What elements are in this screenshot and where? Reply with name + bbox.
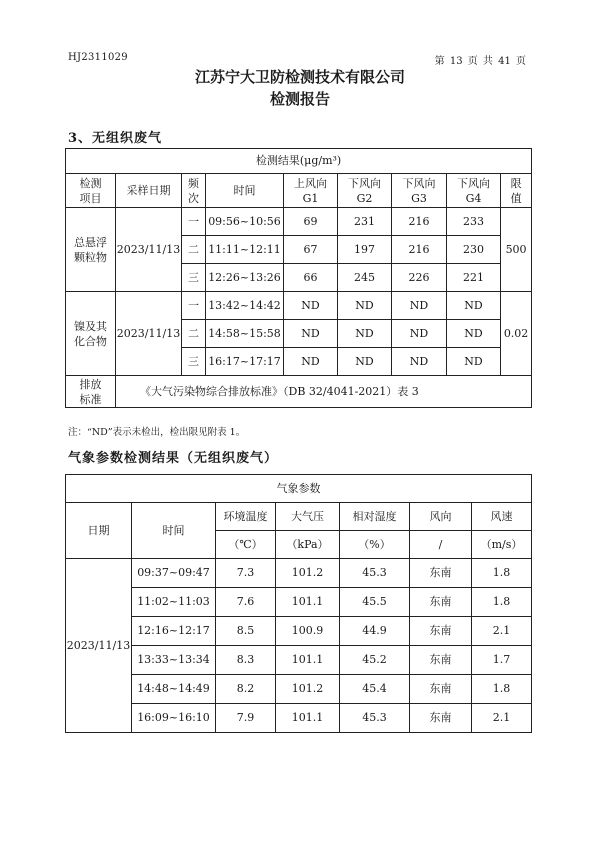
- col-time: 时间: [206, 174, 284, 208]
- standard-text: 《大气污染物综合排放标准》（DB 32/4041-2021）表 3: [116, 376, 532, 408]
- table-row: [66, 675, 532, 704]
- value-g4: 230: [447, 236, 501, 264]
- value-g1: ND: [284, 348, 338, 376]
- footnote: 注：“ND”表示未检出，检出限见附表 1。: [68, 427, 246, 438]
- col-limit: 限 值: [501, 174, 532, 208]
- value-g3: ND: [392, 348, 447, 376]
- wind-direction: 东南: [410, 675, 472, 704]
- frequency: 一: [182, 292, 206, 320]
- value-g1: ND: [284, 292, 338, 320]
- standard-label: 排放 标准: [66, 376, 116, 408]
- col-g1: 上风向 G1: [284, 174, 338, 208]
- table-row: [66, 617, 532, 646]
- standard-row: [66, 376, 532, 408]
- col-date: 采样日期: [116, 174, 182, 208]
- col-g4: 下风向 G4: [447, 174, 501, 208]
- value-g3: 216: [392, 236, 447, 264]
- col-g3: 下风向 G3: [392, 174, 447, 208]
- value-g1: 66: [284, 264, 338, 292]
- results-caption: 检测结果(μg/m³): [66, 149, 532, 174]
- company-name: 江苏宁大卫防检测技术有限公司: [194, 68, 405, 86]
- time: 09:37~09:47: [132, 559, 216, 588]
- column-header-row: [66, 503, 532, 531]
- unit-wind-direction: /: [410, 531, 472, 559]
- frequency: 三: [182, 264, 206, 292]
- time: 12:26~13:26: [206, 264, 284, 292]
- humidity: 45.3: [340, 704, 410, 733]
- time: 12:16~12:17: [132, 617, 216, 646]
- frequency: 三: [182, 348, 206, 376]
- report-id: HJ2311029: [68, 52, 128, 63]
- value-g2: 197: [338, 236, 392, 264]
- temperature: 7.3: [216, 559, 276, 588]
- pressure: 101.2: [276, 675, 340, 704]
- col-date: 日期: [66, 503, 132, 559]
- sample-date: 2023/11/13: [116, 292, 182, 376]
- weather-caption: 气象参数: [66, 475, 532, 503]
- humidity: 45.4: [340, 675, 410, 704]
- section-heading-weather: 气象参数检测结果（无组织废气）: [68, 451, 279, 466]
- temperature: 8.3: [216, 646, 276, 675]
- value-g1: 69: [284, 208, 338, 236]
- wind-speed: 2.1: [472, 704, 532, 733]
- unit-wind-speed: （m/s）: [472, 531, 532, 559]
- humidity: 45.3: [340, 559, 410, 588]
- table-row: [66, 704, 532, 733]
- pressure: 101.1: [276, 646, 340, 675]
- item-name: 镍及其 化合物: [66, 292, 116, 376]
- time: 16:09~16:10: [132, 704, 216, 733]
- value-g4: 233: [447, 208, 501, 236]
- frequency: 二: [182, 236, 206, 264]
- value-g1: ND: [284, 320, 338, 348]
- time: 09:56~10:56: [206, 208, 284, 236]
- humidity: 45.5: [340, 588, 410, 617]
- time: 14:48~14:49: [132, 675, 216, 704]
- unit-humidity: （%）: [340, 531, 410, 559]
- wind-speed: 1.8: [472, 675, 532, 704]
- col-item: 检测 项目: [66, 174, 116, 208]
- unit-temperature: （℃）: [216, 531, 276, 559]
- col-humidity: 相对湿度: [340, 503, 410, 531]
- wind-direction: 东南: [410, 588, 472, 617]
- value-g3: ND: [392, 320, 447, 348]
- temperature: 8.2: [216, 675, 276, 704]
- wind-direction: 东南: [410, 646, 472, 675]
- section-heading-fugitive-gas: 3、无组织废气: [68, 131, 163, 146]
- wind-direction: 东南: [410, 704, 472, 733]
- value-g2: ND: [338, 320, 392, 348]
- wind-speed: 1.8: [472, 588, 532, 617]
- wind-direction: 东南: [410, 559, 472, 588]
- pressure: 101.1: [276, 704, 340, 733]
- frequency: 一: [182, 208, 206, 236]
- col-temperature: 环境温度: [216, 503, 276, 531]
- value-g4: 221: [447, 264, 501, 292]
- page-info: 第 13 页 共 41 页: [434, 56, 526, 67]
- report-title: 检测报告: [269, 90, 330, 108]
- fugitive-gas-results-table: [65, 148, 532, 408]
- weather-params-table: [65, 474, 532, 733]
- item-name: 总悬浮 颗粒物: [66, 208, 116, 292]
- pressure: 101.1: [276, 588, 340, 617]
- unit-pressure: （kPa）: [276, 531, 340, 559]
- value-g2: 231: [338, 208, 392, 236]
- table-row: [66, 646, 532, 675]
- wind-speed: 2.1: [472, 617, 532, 646]
- wind-speed: 1.7: [472, 646, 532, 675]
- value-g3: 226: [392, 264, 447, 292]
- time: 11:02~11:03: [132, 588, 216, 617]
- temperature: 7.6: [216, 588, 276, 617]
- weather-date: 2023/11/13: [66, 559, 132, 733]
- value-g4: ND: [447, 292, 501, 320]
- value-g2: ND: [338, 292, 392, 320]
- humidity: 45.2: [340, 646, 410, 675]
- table-row: [66, 559, 532, 588]
- table-row: [66, 588, 532, 617]
- col-wind-direction: 风向: [410, 503, 472, 531]
- temperature: 8.5: [216, 617, 276, 646]
- value-g2: 245: [338, 264, 392, 292]
- humidity: 44.9: [340, 617, 410, 646]
- temperature: 7.9: [216, 704, 276, 733]
- column-header-row: [66, 174, 532, 208]
- value-g3: ND: [392, 292, 447, 320]
- wind-direction: 东南: [410, 617, 472, 646]
- col-wind-speed: 风速: [472, 503, 532, 531]
- value-g4: ND: [447, 348, 501, 376]
- time: 14:58~15:58: [206, 320, 284, 348]
- time: 13:33~13:34: [132, 646, 216, 675]
- frequency: 二: [182, 320, 206, 348]
- value-g4: ND: [447, 320, 501, 348]
- wind-speed: 1.8: [472, 559, 532, 588]
- value-g1: 67: [284, 236, 338, 264]
- value-g2: ND: [338, 348, 392, 376]
- col-pressure: 大气压: [276, 503, 340, 531]
- pressure: 101.2: [276, 559, 340, 588]
- time: 16:17~17:17: [206, 348, 284, 376]
- table-row: [66, 208, 532, 236]
- pressure: 100.9: [276, 617, 340, 646]
- limit-value: 0.02: [501, 292, 532, 376]
- limit-value: 500: [501, 208, 532, 292]
- time: 13:42~14:42: [206, 292, 284, 320]
- col-time: 时间: [132, 503, 216, 559]
- value-g3: 216: [392, 208, 447, 236]
- table-row: [66, 292, 532, 320]
- col-g2: 下风向 G2: [338, 174, 392, 208]
- col-frequency: 频 次: [182, 174, 206, 208]
- time: 11:11~12:11: [206, 236, 284, 264]
- sample-date: 2023/11/13: [116, 208, 182, 292]
